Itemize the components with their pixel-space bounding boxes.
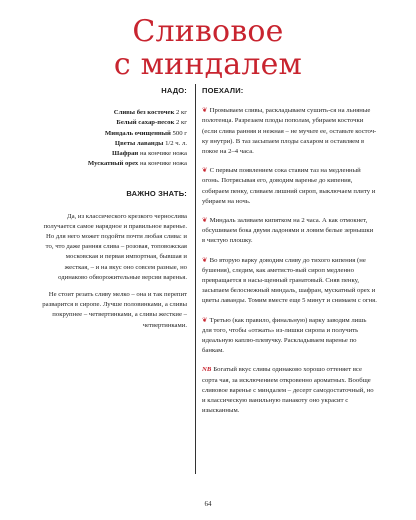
important-heading: ВАЖНО ЗНАТЬ: <box>126 189 187 199</box>
ingredient-name: Сливы без косточек <box>113 109 175 117</box>
ingredient-row <box>40 118 187 128</box>
ingredient-row <box>40 129 187 139</box>
step-text: Миндаль заливаем кипятком на 2 часа. А как отмокнет, обсушиваем бока двумя ладонями и ловим белые зернышки в чистую плошку. <box>202 217 374 245</box>
title-line-2: с миндалем <box>113 47 303 82</box>
leaf-bullet-icon: ❦ <box>202 217 208 225</box>
title-line-1: Сливовое <box>132 14 284 49</box>
ingredient-amount: 2 кг <box>175 119 187 127</box>
step-paragraph <box>202 365 377 416</box>
page-number: 64 <box>204 500 212 508</box>
ingredients-list <box>40 108 187 169</box>
ingredient-amount: на кончике ножа <box>139 150 187 158</box>
ingredient-name: Мускатный орех <box>87 160 139 168</box>
recipe-title <box>0 15 416 81</box>
ingredient-row <box>40 149 187 159</box>
ingredient-name: Шафран <box>112 150 139 158</box>
note-paragraph: Не стоит резать сливу мелко – она и так перепит разварится в сиропе. Лучше половинками, а сливы покрупнее – четвертинками, а сливы жесткие – четвертинками. <box>42 291 187 329</box>
step-paragraph <box>202 216 377 247</box>
leaf-bullet-icon: ❦ <box>202 256 208 264</box>
step-text: С первым появлением сока ставим таз на медленный огонь. Потрясывая его, доводим варенье до кипения, собираем пенку, сливаем лишний сироп, выключаем плиту и убираем на ночь. <box>202 167 376 205</box>
steps-heading: ПОЕХАЛИ: <box>202 86 244 95</box>
leaf-bullet-icon: ❦ <box>202 167 208 175</box>
ingredient-amount: 500 г <box>172 129 187 137</box>
left-column <box>40 86 187 338</box>
column-divider <box>195 84 196 474</box>
ingredient-row <box>40 108 187 118</box>
right-column <box>202 86 377 425</box>
ingredient-name: Миндаль очищенный <box>104 129 171 137</box>
ingredient-row <box>40 159 187 169</box>
nb-marker: NB <box>202 366 212 374</box>
step-paragraph <box>202 106 377 157</box>
leaf-bullet-icon: ❦ <box>202 107 208 115</box>
ingredient-name: Цветы лаванды <box>114 139 164 147</box>
step-paragraph <box>202 316 377 357</box>
ingredient-row <box>40 139 187 149</box>
step-paragraph <box>202 256 377 307</box>
step-text: Третью (как правило, финальную) варку заводим лишь для того, чтобы «отжать» из-лишки сиропа и получить идеальную каплю-плевучку. Раскладываем варенье по банкам. <box>202 316 367 355</box>
leaf-bullet-icon: ❦ <box>202 316 208 324</box>
ingredient-amount: 1/2 ч. л. <box>165 139 187 147</box>
step-text: Во вторую варку доводим сливу до тихого кипения (не бушения), следим, как аметисто-вый сироп медленно превращается в насы-щенный гранатовый. Сняв пенку, засыпаем белоснежный миндаль, шафран, мускатный орех и цветы лаванды. Томим вместе еще 5 минут и снимаем с огня. <box>202 256 377 305</box>
step-paragraph <box>202 166 377 207</box>
step-text: Богатый вкус сливы одинаково хорошо оттеняет все сорта чая, за исключением откровенно ароматных. Вообще сливовое варенье с миндалем – десерт самодостаточный, но и классическую ванильную панакоту оно украсит с изысканным. <box>202 366 374 415</box>
ingredient-name: Белый сахар-песок <box>116 119 175 127</box>
important-notes <box>40 212 187 331</box>
ingredient-amount: 2 кг <box>175 109 187 117</box>
ingredients-heading: НАДО: <box>161 86 187 95</box>
steps-list <box>202 106 377 416</box>
ingredient-amount: на кончике ножа <box>139 160 187 168</box>
step-text: Промываем сливы, раскладываем сушить-ся на льняные полотенца. Разрезаем плоды пополам, убираем косточки (если слива ранняя и нежная – не мучьте ее, оставьте косточ-ку внутри). В таз засыпаем плоды сахаром и оставляем в покое на 2–4 часа. <box>202 107 377 156</box>
note-paragraph: Да, из классического крезкого чернослива получается самое нарядное и правильное варенье. Но для него может подойти почти любая слива: и то, что даже ранняя слива – розовая, топовожская московская и первая импортная, бывшая и жесткая, – и на вкус оно совсем разные, но одинаково обворожительные версии варенья. <box>43 212 187 281</box>
